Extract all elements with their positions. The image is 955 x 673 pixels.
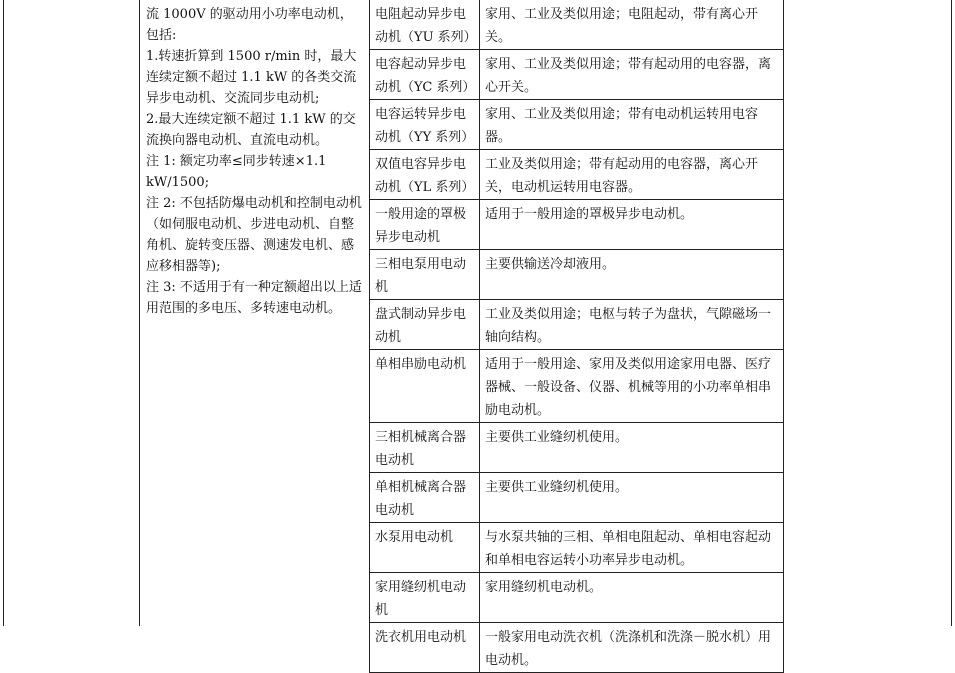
motor-type-description: 家用缝纫机电动机。 [480,573,784,623]
motor-type-description: 主要供工业缝纫机使用。 [480,473,784,523]
scope-description: 流 1000V 的驱动用小功率电动机，包括: 1.转速折算到 1500 r/min 时，最大连续定额不超过 1.1 kW 的各类交流异步电动机、交流同步电动机; 2.最大连续定额不超过 1.1 kW 的交流换向器电动机、直流电动机。 注 1: 额定功率≤同步转速×1.1 kW/1500; 注 2: 不包括防爆电动机和控制电动机（如伺服电动机、步进电动机、自整角机、旋转变压器、测速发电机、感应移相器等); 注 3: 不适用于有一种定额超出以上适用范围的多电压、多转速电动机。 [146,7,362,316]
motor-type-name: 三相电泵用电动机 [370,250,480,300]
motor-type-name: 三相机械离合器电动机 [370,423,480,473]
table-row [370,50,784,100]
motor-type-name: 一般用途的罩极异步电动机 [370,200,480,250]
motor-types-table [369,0,784,673]
table-row [370,350,784,423]
motor-type-description: 与水泵共轴的三相、单相电阻起动、单相电容起动和单相电容运转小功率异步电动机。 [480,523,784,573]
motor-type-description: 家用、工业及类似用途；带有电动机运转用电容器。 [480,100,784,150]
motor-type-name: 洗衣机用电动机 [370,623,480,673]
table-row [370,100,784,150]
table-row [370,250,784,300]
table-border-col1 [139,0,140,626]
motor-type-name: 水泵用电动机 [370,523,480,573]
table-row [370,300,784,350]
motor-type-name: 单相串励电动机 [370,350,480,423]
motor-type-description: 主要供工业缝纫机使用。 [480,423,784,473]
table-row [370,200,784,250]
table-row [370,0,784,50]
motor-type-description: 主要供输送冷却液用。 [480,250,784,300]
motor-type-description: 适用于一般用途、家用及类似用途家用电器、医疗器械、一般设备、仪器、机械等用的小功率单相串励电动机。 [480,350,784,423]
motor-type-name: 盘式制动异步电动机 [370,300,480,350]
motor-type-description: 工业及类似用途；电枢与转子为盘状，气隙磁场一轴向结构。 [480,300,784,350]
motor-type-description: 家用、工业及类似用途；带有起动用的电容器，离心开关。 [480,50,784,100]
motor-type-description: 家用、工业及类似用途；电阻起动，带有离心开关。 [480,0,784,50]
table-row [370,573,784,623]
motor-type-name: 家用缝纫机电动机 [370,573,480,623]
table-border-left [3,0,4,626]
table-row [370,150,784,200]
motor-type-name: 双值电容异步电动机（YL 系列） [370,150,480,200]
motor-type-name: 电容起动异步电动机（YC 系列） [370,50,480,100]
motor-type-description: 适用于一般用途的罩极异步电动机。 [480,200,784,250]
motor-type-description: 一般家用电动洗衣机（洗涤机和洗涤－脱水机）用电动机。 [480,623,784,673]
motor-type-name: 单相机械离合器电动机 [370,473,480,523]
table-row [370,423,784,473]
motor-type-name: 电阻起动异步电动机（YU 系列） [370,0,480,50]
motor-type-description: 工业及类似用途；带有起动用的电容器，离心开关，电动机运转用电容器。 [480,150,784,200]
table-border-right [951,0,952,626]
table-row [370,523,784,573]
table-row [370,473,784,523]
motor-type-name: 电容运转异步电动机（YY 系列） [370,100,480,150]
table-row [370,623,784,673]
